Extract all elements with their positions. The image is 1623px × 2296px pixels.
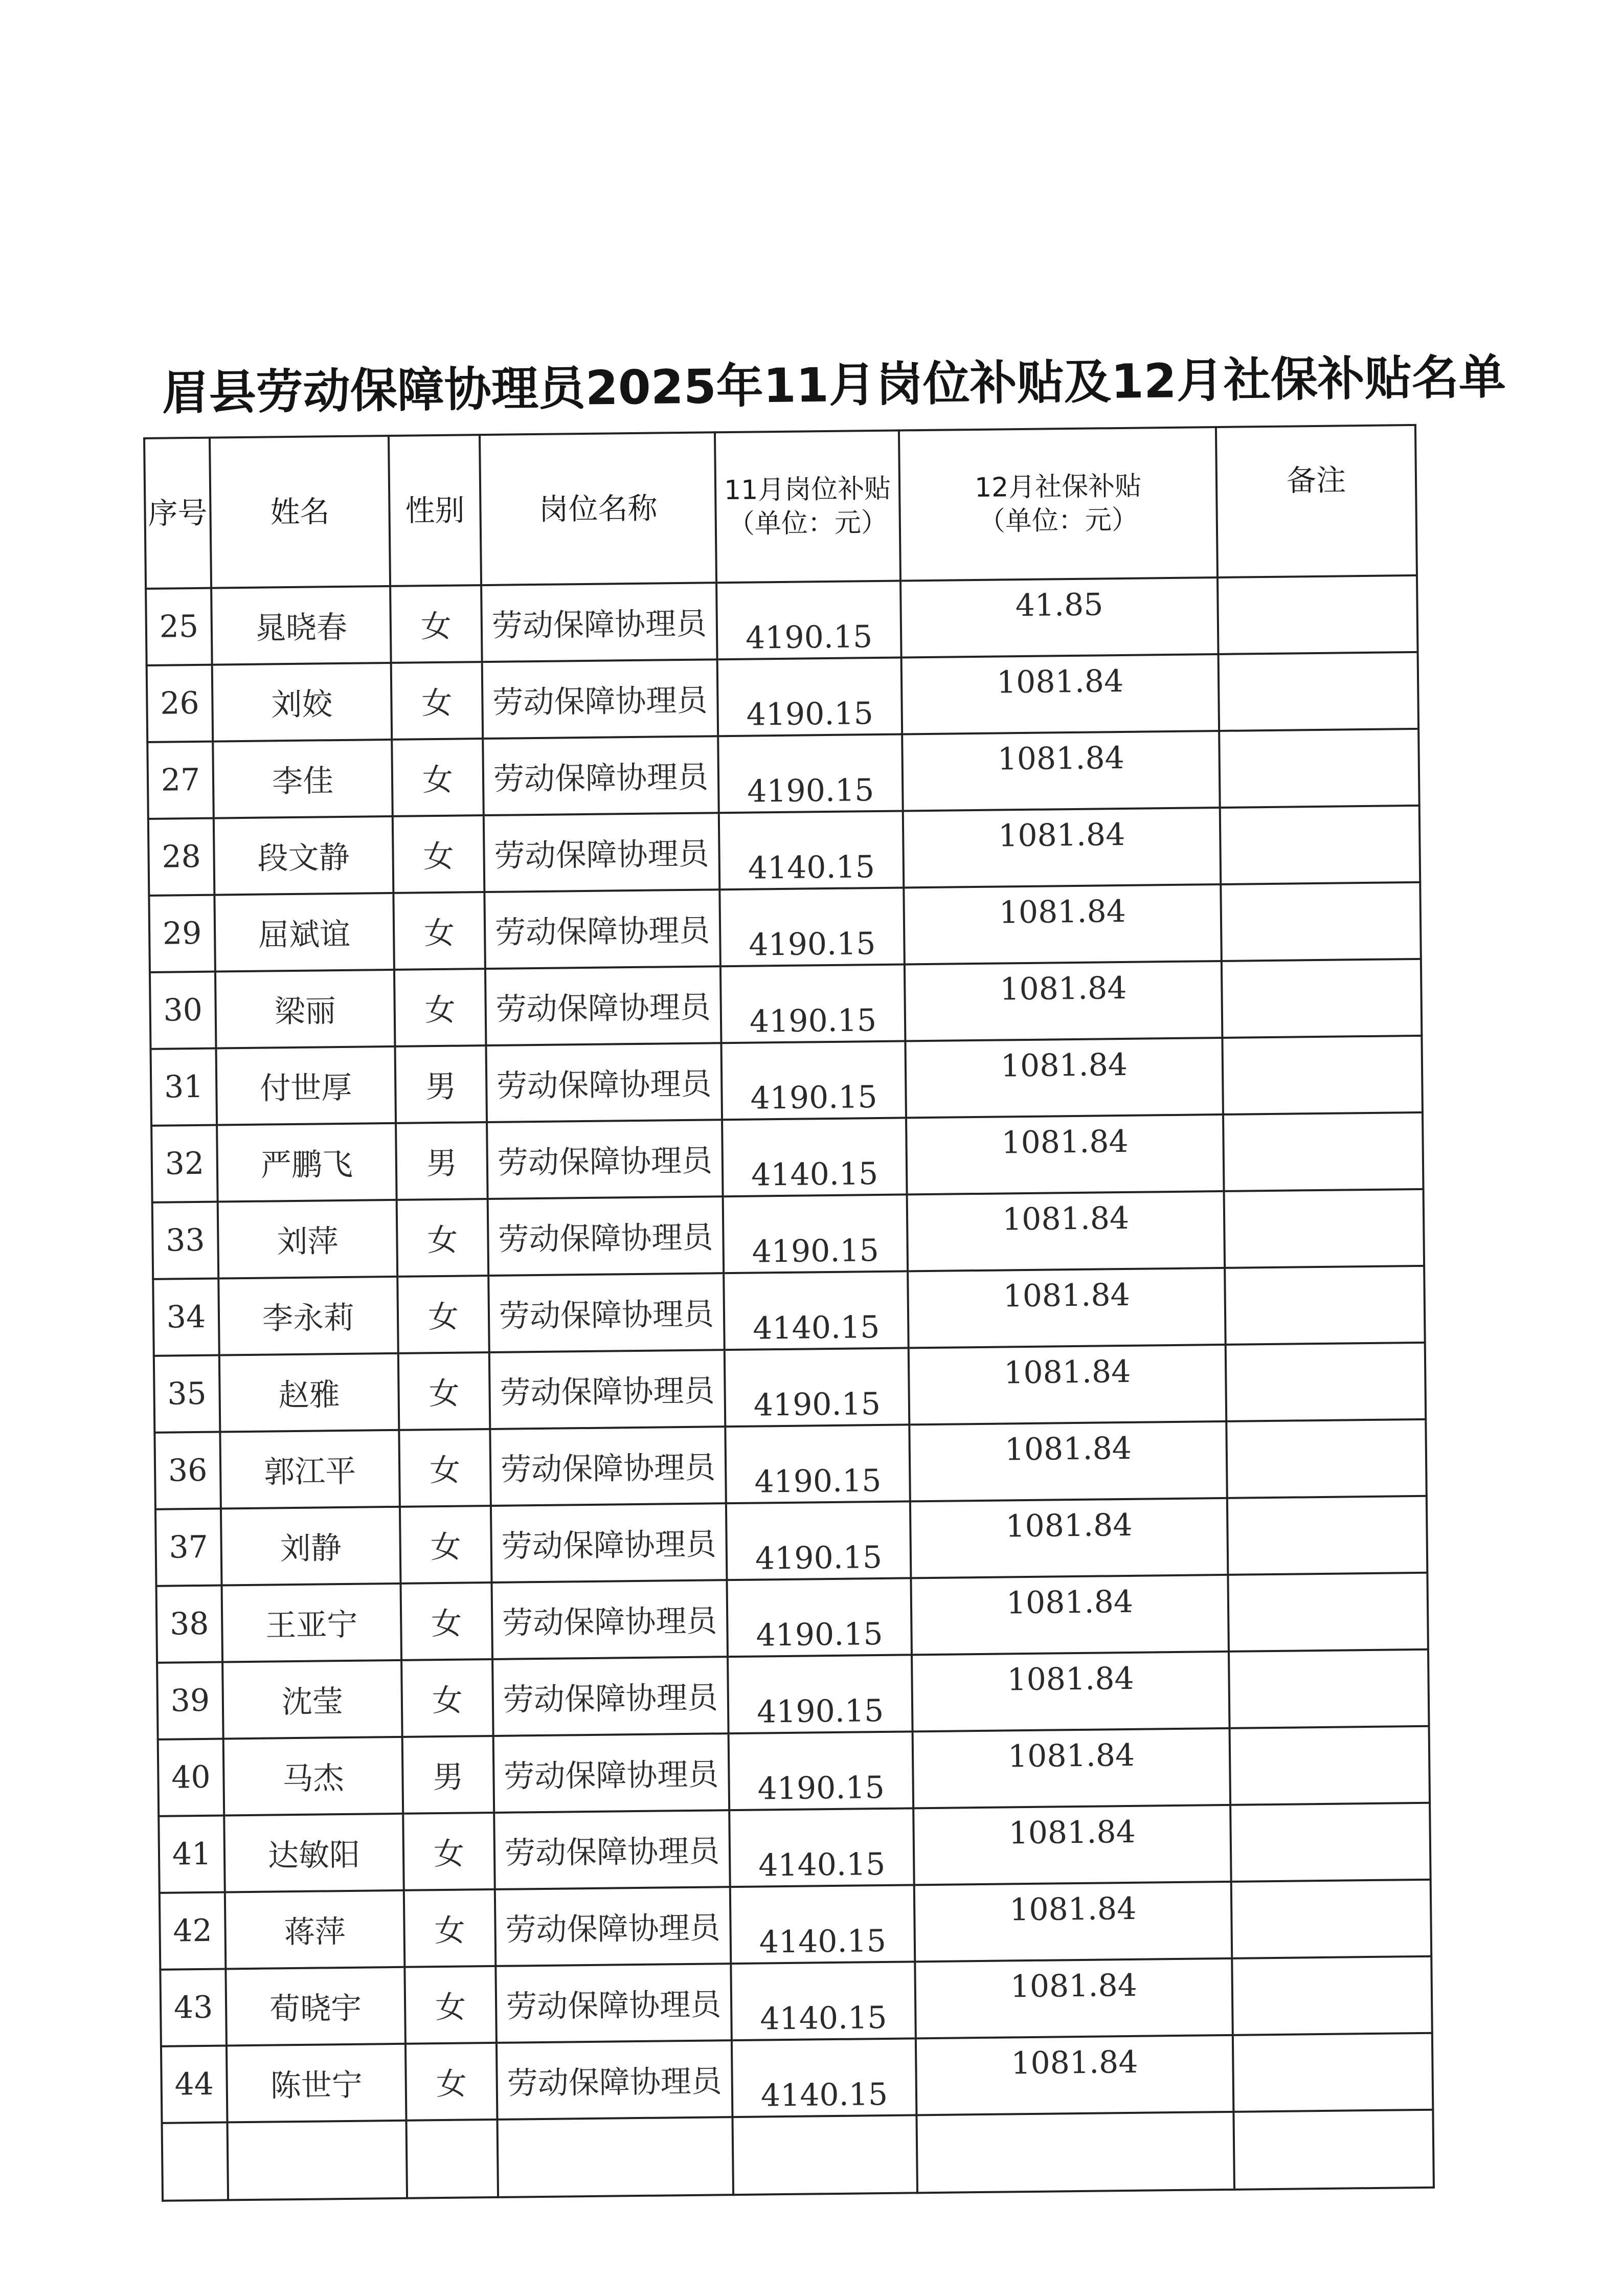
cell-empty: [228, 2121, 408, 2200]
cell-seq: 39: [157, 1662, 223, 1740]
table-row: [155, 1496, 1427, 1586]
cell-nov-subsidy: 4190.15: [725, 1424, 910, 1503]
cell-seq: 33: [152, 1202, 219, 1279]
cell-gender: 女: [401, 1659, 493, 1737]
cell-name: 刘萍: [218, 1200, 398, 1279]
cell-name: 梁丽: [215, 970, 395, 1049]
cell-nov-subsidy: 4190.15: [717, 657, 903, 736]
cell-seq: 28: [148, 818, 215, 896]
cell-remark: [1221, 882, 1421, 961]
cell-empty: [1233, 2110, 1434, 2190]
table-row: [161, 2033, 1433, 2123]
table-row: [153, 1266, 1425, 1356]
cell-remark: [1223, 1112, 1424, 1191]
cell-position: 劳动保障协理员: [491, 1580, 728, 1659]
cell-name: 马杰: [223, 1737, 403, 1816]
header-gender: 性别: [389, 435, 481, 586]
cell-empty: [916, 2112, 1234, 2193]
cell-dec-social: 1081.84: [903, 808, 1221, 887]
table-row: [157, 1649, 1429, 1740]
cell-gender: 女: [404, 1966, 497, 2044]
cell-gender: 女: [400, 1582, 492, 1660]
header-dec-social-unit: （单位：元）: [978, 504, 1139, 537]
cell-dec-social: 1081.84: [913, 1728, 1231, 1808]
table-row: [154, 1343, 1426, 1433]
cell-gender: 男: [396, 1122, 488, 1200]
cell-dec-social: 1081.84: [907, 1191, 1225, 1271]
cell-gender: 女: [399, 1429, 491, 1507]
table-row: [149, 882, 1421, 972]
table-header-row: [144, 425, 1417, 589]
cell-dec-social: 1081.84: [911, 1575, 1229, 1655]
cell-seq: 37: [155, 1509, 222, 1586]
cell-name: 段文静: [214, 816, 394, 895]
cell-remark: [1229, 1649, 1429, 1728]
cell-nov-subsidy: 4140.15: [731, 1961, 916, 2040]
cell-name: 荀晓宇: [226, 1967, 405, 2046]
cell-nov-subsidy: 4140.15: [730, 1885, 915, 1964]
cell-nov-subsidy: 4190.15: [720, 964, 906, 1043]
table-row: [159, 1803, 1430, 1893]
cell-seq: 44: [161, 2045, 228, 2123]
cell-position: 劳动保障协理员: [491, 1503, 727, 1582]
cell-name: 刘静: [221, 1507, 401, 1586]
cell-seq: 42: [160, 1892, 226, 1969]
cell-gender: 女: [397, 1199, 489, 1277]
cell-dec-social: 1081.84: [908, 1268, 1226, 1348]
cell-gender: 女: [403, 1813, 495, 1890]
cell-dec-social: 1081.84: [901, 654, 1220, 734]
cell-seq: 34: [153, 1279, 219, 1356]
cell-position: 劳动保障协理员: [484, 889, 720, 969]
cell-gender: 女: [393, 815, 485, 893]
cell-seq: 38: [156, 1586, 223, 1663]
cell-nov-subsidy: 4140.15: [732, 2038, 917, 2117]
table-row: [154, 1419, 1426, 1509]
cell-name: 严鹏飞: [217, 1123, 397, 1202]
cell-seq: 35: [154, 1355, 220, 1433]
cell-name: 郭江平: [220, 1430, 400, 1509]
table-row: [147, 729, 1419, 819]
cell-name: 蒋萍: [225, 1890, 405, 1969]
cell-remark: [1222, 1036, 1423, 1114]
cell-position: 劳动保障协理员: [494, 1810, 730, 1889]
table-row: [160, 1880, 1431, 1970]
cell-gender: 男: [395, 1045, 487, 1123]
cell-dec-social: 1081.84: [915, 1958, 1233, 2038]
cell-remark: [1230, 1803, 1431, 1882]
table-row: [147, 652, 1418, 742]
cell-nov-subsidy: 4140.15: [722, 1118, 907, 1196]
cell-seq: 27: [147, 742, 214, 819]
cell-nov-subsidy: 4140.15: [719, 811, 904, 889]
cell-gender: 女: [392, 739, 484, 816]
cell-nov-subsidy: 4190.15: [727, 1578, 912, 1657]
cell-seq: 29: [149, 895, 215, 972]
cell-nov-subsidy: 4190.15: [723, 1194, 908, 1273]
document-title: 眉县劳动保障协理员2025年11月岗位补贴及12月社保补贴名单: [162, 349, 1506, 421]
cell-position: 劳动保障协理员: [489, 1350, 726, 1429]
cell-remark: [1226, 1419, 1427, 1498]
cell-empty: [406, 2120, 498, 2198]
header-dec-social: [899, 427, 1218, 581]
cell-empty: [162, 2122, 229, 2200]
cell-dec-social: 1081.84: [910, 1498, 1228, 1578]
cell-position: 劳动保障协理员: [488, 1196, 724, 1276]
cell-empty: [497, 2117, 733, 2197]
cell-position: 劳动保障协理员: [495, 1964, 732, 2043]
cell-remark: [1219, 652, 1419, 731]
cell-remark: [1219, 729, 1419, 808]
cell-gender: 女: [394, 969, 486, 1046]
table-row: [156, 1573, 1428, 1663]
table-row: [151, 1036, 1423, 1126]
cell-nov-subsidy: 4190.15: [716, 581, 901, 660]
cell-name: 付世厚: [216, 1046, 396, 1125]
cell-position: 劳动保障协理员: [482, 659, 718, 739]
cell-seq: 43: [160, 1969, 227, 2046]
cell-name: 晁晓春: [211, 586, 391, 665]
table-row-empty: [162, 2110, 1434, 2201]
cell-position: 劳动保障协理员: [497, 2040, 733, 2120]
cell-nov-subsidy: 4190.15: [719, 887, 905, 966]
cell-position: 劳动保障协理员: [490, 1426, 726, 1506]
cell-dec-social: 1081.84: [905, 1038, 1223, 1118]
cell-name: 李佳: [213, 740, 393, 818]
cell-seq: 36: [154, 1432, 221, 1509]
cell-position: 劳动保障协理员: [483, 736, 719, 815]
cell-dec-social: 1081.84: [914, 1882, 1232, 1961]
cell-nov-subsidy: 4190.15: [718, 734, 903, 813]
cell-dec-social: 1081.84: [902, 731, 1220, 811]
cell-remark: [1222, 959, 1422, 1038]
cell-remark: [1224, 1189, 1425, 1268]
cell-dec-social: 1081.84: [913, 1805, 1231, 1885]
header-remark: 备注: [1216, 425, 1417, 577]
cell-name: 沈莹: [222, 1660, 402, 1739]
cell-nov-subsidy: 4190.15: [721, 1041, 906, 1120]
cell-position: 劳动保障协理员: [493, 1733, 730, 1813]
cell-remark: [1231, 1880, 1432, 1958]
cell-dec-social: 1081.84: [904, 884, 1222, 964]
header-seq: 序号: [144, 438, 211, 589]
cell-name: 赵雅: [219, 1353, 399, 1432]
cell-name: 刘姣: [212, 663, 392, 742]
table-row: [150, 959, 1422, 1049]
cell-remark: [1230, 1726, 1430, 1805]
cell-gender: 女: [398, 1352, 490, 1430]
cell-seq: 25: [146, 588, 212, 665]
subsidy-table: [143, 424, 1435, 2202]
table-body: [146, 575, 1434, 2201]
cell-nov-subsidy: 4190.15: [726, 1501, 911, 1580]
cell-position: 劳动保障协理员: [484, 813, 720, 892]
cell-dec-social: 1081.84: [909, 1345, 1227, 1424]
cell-dec-social: 1081.84: [905, 961, 1223, 1041]
cell-nov-subsidy: 4190.15: [729, 1731, 914, 1810]
cell-position: 劳动保障协理员: [488, 1273, 725, 1352]
cell-name: 达敏阳: [224, 1814, 404, 1892]
cell-seq: 30: [150, 972, 216, 1049]
cell-empty: [732, 2115, 917, 2195]
cell-gender: 女: [391, 662, 483, 740]
cell-gender: 女: [390, 585, 482, 663]
cell-position: 劳动保障协理员: [495, 1887, 731, 1966]
cell-seq: 32: [151, 1125, 218, 1202]
header-dec-social-title: 12月社保补贴: [974, 471, 1142, 503]
cell-name: 李永莉: [218, 1277, 398, 1355]
cell-position: 劳动保障协理员: [485, 966, 722, 1045]
cell-dec-social: 41.85: [900, 577, 1219, 657]
cell-dec-social: 1081.84: [909, 1421, 1227, 1501]
cell-position: 劳动保障协理员: [486, 1043, 722, 1122]
table-row: [160, 1956, 1432, 2046]
cell-gender: 女: [404, 1889, 496, 1967]
cell-position: 劳动保障协理员: [492, 1657, 729, 1736]
cell-remark: [1227, 1496, 1428, 1575]
cell-position: 劳动保障协理员: [487, 1120, 723, 1199]
cell-dec-social: 1081.84: [912, 1652, 1230, 1731]
cell-seq: 41: [159, 1815, 225, 1892]
cell-remark: [1220, 806, 1421, 884]
cell-seq: 31: [151, 1049, 217, 1126]
subsidy-table-container: [143, 424, 1435, 2202]
header-name: 姓名: [210, 436, 390, 588]
cell-gender: 女: [400, 1506, 492, 1584]
header-nov-subsidy-title: 11月岗位补贴: [724, 473, 891, 506]
cell-nov-subsidy: 4190.15: [725, 1348, 910, 1426]
cell-dec-social: 1081.84: [916, 2035, 1234, 2115]
cell-name: 王亚宁: [222, 1584, 402, 1662]
cell-nov-subsidy: 4140.15: [729, 1808, 914, 1887]
table-row: [158, 1726, 1430, 1816]
cell-nov-subsidy: 4140.15: [724, 1271, 909, 1350]
cell-name: 陈世宁: [227, 2044, 407, 2123]
cell-remark: [1233, 2033, 1433, 2112]
cell-dec-social: 1081.84: [906, 1114, 1224, 1194]
cell-remark: [1228, 1573, 1428, 1652]
cell-nov-subsidy: 4190.15: [728, 1655, 913, 1733]
cell-gender: 男: [402, 1736, 494, 1814]
cell-gender: 女: [405, 2043, 498, 2121]
cell-gender: 女: [393, 892, 485, 970]
cell-position: 劳动保障协理员: [481, 583, 717, 662]
table-row: [148, 806, 1420, 896]
cell-seq: 26: [147, 665, 213, 742]
cell-gender: 女: [397, 1276, 489, 1353]
header-nov-subsidy-unit: （单位：元）: [728, 507, 888, 540]
table-row: [151, 1112, 1423, 1202]
header-nov-subsidy: [715, 431, 900, 583]
cell-remark: [1232, 1956, 1432, 2035]
table-row: [152, 1189, 1424, 1279]
cell-remark: [1225, 1266, 1425, 1345]
cell-remark: [1218, 575, 1418, 654]
header-position: 岗位名称: [480, 432, 716, 585]
cell-remark: [1226, 1343, 1426, 1421]
table-row: [146, 575, 1417, 665]
cell-seq: 40: [158, 1738, 224, 1816]
cell-name: 屈斌谊: [214, 893, 394, 972]
